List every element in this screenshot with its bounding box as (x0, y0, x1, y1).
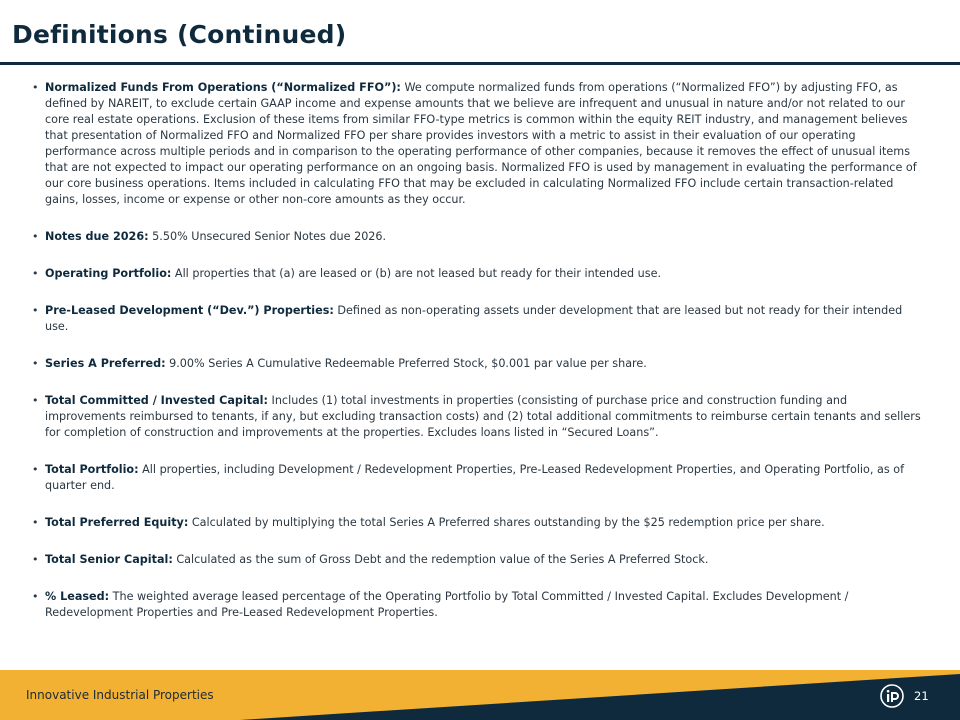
bullet-icon: • (32, 553, 39, 566)
definition-term: % Leased: (45, 590, 110, 603)
bullet-icon: • (32, 230, 39, 243)
definition-term: Total Preferred Equity: (45, 516, 189, 529)
bullet-icon: • (32, 463, 39, 476)
definition-item (30, 393, 925, 441)
page-number: 21 (914, 689, 929, 703)
bullet-icon: • (32, 267, 39, 280)
definition-term: Total Senior Capital: (45, 553, 173, 566)
bullet-icon: • (32, 516, 39, 529)
definitions-list (30, 80, 925, 642)
definition-text: All properties, including Development / Redevelopment Properties, Pre-Leased Redevelopment Properties, and Operating Portfolio, as of quarter end. (45, 463, 905, 492)
page-title: Definitions (Continued) (12, 20, 347, 49)
title-divider (0, 62, 960, 65)
bullet-icon: • (32, 357, 39, 370)
definition-term: Total Committed / Invested Capital: (45, 394, 268, 407)
bullet-icon: • (32, 590, 39, 603)
definition-text: Calculated as the sum of Gross Debt and the redemption value of the Series A Preferred Stock. (176, 553, 709, 566)
definition-term: Pre-Leased Development (“Dev.”) Properties: (45, 304, 334, 317)
definition-text: All properties that (a) are leased or (b) are not leased but ready for their intended use. (174, 267, 662, 280)
definition-text: We compute normalized funds from operations (“Normalized FFO”) by adjusting FFO, as defined by NAREIT, to exclude certain GAAP income and expense amounts that we believe are infrequent and unusual in nature and/or not related to our core real estate operations. Exclusion of these items from similar FFO-type metrics is common within the equity REIT industry, and management believes that presentation of Normalized FFO and Normalized FFO per share provides investors with a metric to assist in their evaluation of our operating performance across multiple periods and in comparison to the operating performance of other companies, because it removes the effect of unusual items that are not expected to impact our operating performance on an ongoing basis. Normalized FFO is used by management in evaluating the performance of our core business operations. Items included in calculating FFO that may be excluded in calculating Normalized FFO include certain transaction-related gains, losses, income or expense or other non-core amounts as they occur. (45, 81, 917, 206)
definition-item (30, 589, 925, 621)
definition-text: Includes (1) total investments in properties (consisting of purchase price and construction funding and improvements reimbursed to tenants, if any, but excluding transaction costs) and (2) total additional commitments to reimburse certain tenants and sellers for completion of construction and improvements at the properties. Excludes loans listed in “Secured Loans”. (45, 394, 921, 439)
definition-term: Normalized Funds From Operations (“Normalized FFO”): (45, 81, 401, 94)
definition-term: Series A Preferred: (45, 357, 166, 370)
definition-item (30, 229, 925, 245)
definition-item (30, 80, 925, 208)
definition-term: Notes due 2026: (45, 230, 149, 243)
definition-item (30, 266, 925, 282)
definition-text: Defined as non-operating assets under development that are leased but not ready for their intended use. (45, 304, 903, 333)
footer-company-name: Innovative Industrial Properties (26, 688, 214, 702)
bullet-icon: • (32, 304, 39, 317)
bullet-icon: • (32, 81, 39, 94)
definition-text: 5.50% Unsecured Senior Notes due 2026. (152, 230, 387, 243)
definition-item (30, 462, 925, 494)
definition-text: The weighted average leased percentage of the Operating Portfolio by Total Committed / Invested Capital. Excludes Development / Redevelopment Properties and Pre-Leased Redevelopment Properties. (45, 590, 849, 619)
definition-term: Operating Portfolio: (45, 267, 172, 280)
iip-logo-icon (880, 684, 904, 708)
bullet-icon: • (32, 394, 39, 407)
definition-term: Total Portfolio: (45, 463, 139, 476)
definition-item (30, 303, 925, 335)
definition-item (30, 515, 925, 531)
definition-text: Calculated by multiplying the total Series A Preferred shares outstanding by the $25 redemption price per share. (191, 516, 825, 529)
definition-item (30, 552, 925, 568)
definition-item (30, 356, 925, 372)
definition-text: 9.00% Series A Cumulative Redeemable Preferred Stock, $0.001 par value per share. (169, 357, 647, 370)
